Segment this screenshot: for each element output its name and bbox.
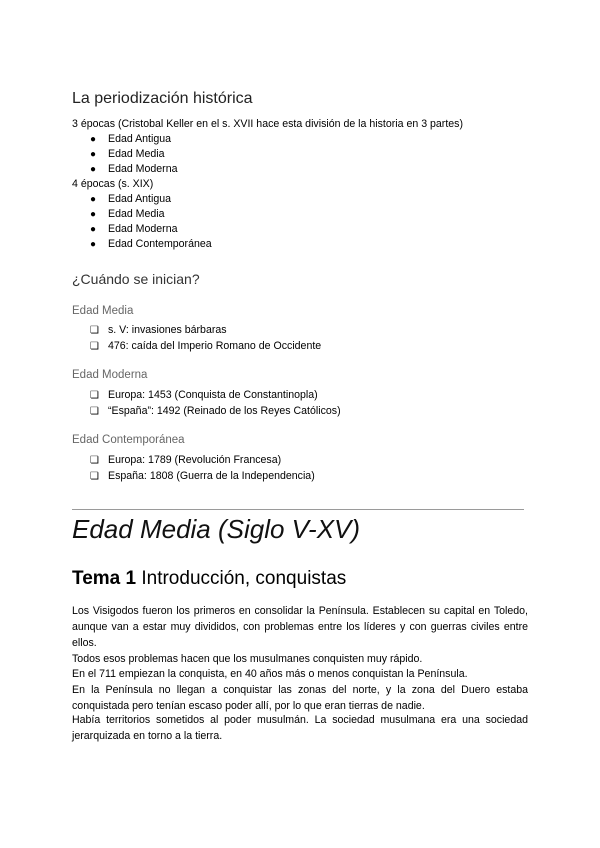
paragraph: Los Visigodos fueron los primeros en consolidar la Península. Establecen su capital en Toledo, aunque van a estar muy divididos, con problemas entre los líderes y con guerras civiles entre ellos.	[72, 605, 528, 650]
list-item	[90, 469, 315, 484]
list-item-label: Edad Contemporánea	[108, 238, 212, 250]
list-item	[90, 404, 341, 419]
list-item	[90, 192, 171, 207]
list-item-label: Edad Antigua	[108, 133, 172, 145]
list-item-label: Europa: 1789 (Revolución Francesa)	[108, 454, 282, 466]
heading-edad-media-siglo: Edad Media (Siglo V-XV)	[72, 514, 361, 544]
list-item-label: Edad Media	[108, 208, 165, 220]
checkbox-bullet-icon: ❏	[90, 406, 99, 417]
checkbox-bullet-icon: ❏	[90, 341, 99, 352]
list-item-label: Edad Moderna	[108, 163, 178, 175]
subheading-edad-contemporanea: Edad Contemporánea	[72, 434, 185, 446]
paragraph: En la Península no llegan a conquistar las zonas del norte, y la zona del Duero estaba conquistada pero tenían escaso poder allí, por lo que eran tierras de nadie.	[72, 684, 528, 713]
paragraph: Había territorios sometidos al poder musulmán. La sociedad musulmana era una sociedad jerarquizada en torno a la tierra.	[72, 714, 528, 743]
bullet-icon: ●	[90, 164, 97, 175]
bullet-icon: ●	[90, 224, 97, 235]
list-item-label: Edad Moderna	[108, 223, 178, 235]
subheading-edad-moderna: Edad Moderna	[72, 369, 148, 381]
list-item-label: España: 1808 (Guerra de la Independencia)	[108, 470, 315, 482]
list-item-label: Edad Antigua	[108, 193, 172, 205]
list-item-label: Europa: 1453 (Conquista de Constantinopla)	[108, 389, 318, 401]
subheading-edad-media: Edad Media	[72, 305, 134, 317]
list-item-label: s. V: invasiones bárbaras	[108, 324, 227, 336]
tema-number: Tema 1	[72, 568, 137, 589]
bullet-icon: ●	[90, 194, 97, 205]
heading-tema-1	[72, 568, 346, 590]
list-item	[90, 132, 171, 147]
checkbox-bullet-icon: ❏	[90, 390, 99, 401]
bullet-icon: ●	[90, 209, 97, 220]
heading-periodizacion: La periodización histórica	[72, 90, 253, 107]
list-item	[90, 323, 227, 338]
checkbox-bullet-icon: ❏	[90, 471, 99, 482]
list-item	[90, 207, 165, 222]
list-item	[90, 388, 318, 403]
bullet-icon: ●	[90, 134, 97, 145]
checkbox-bullet-icon: ❏	[90, 325, 99, 336]
tema-title: Introducción, conquistas	[136, 568, 347, 589]
list-item	[90, 222, 178, 237]
paragraph: En el 711 empiezan la conquista, en 40 años más o menos conquistan la Península.	[72, 668, 468, 680]
list-item	[90, 339, 321, 354]
bullet-icon: ●	[90, 149, 97, 160]
list-item	[90, 453, 281, 468]
list-item-label: Edad Media	[108, 148, 165, 160]
paragraph: Todos esos problemas hacen que los musulmanes conquisten muy rápido.	[72, 653, 423, 665]
bullet-icon: ●	[90, 239, 97, 250]
list-item	[90, 162, 178, 177]
intro-three-epochs: 3 épocas (Cristobal Keller en el s. XVII hace esta división de la historia en 3 partes)	[72, 118, 463, 130]
checkbox-bullet-icon: ❏	[90, 455, 99, 466]
heading-cuando: ¿Cuándo se inician?	[72, 271, 200, 287]
horizontal-divider	[72, 509, 524, 510]
list-item	[90, 147, 165, 162]
list-item-label: “España”: 1492 (Reinado de los Reyes Católicos)	[108, 405, 341, 417]
list-item	[90, 237, 212, 252]
intro-four-epochs: 4 épocas (s. XIX)	[72, 178, 154, 190]
list-item-label: 476: caída del Imperio Romano de Occidente	[108, 340, 322, 352]
